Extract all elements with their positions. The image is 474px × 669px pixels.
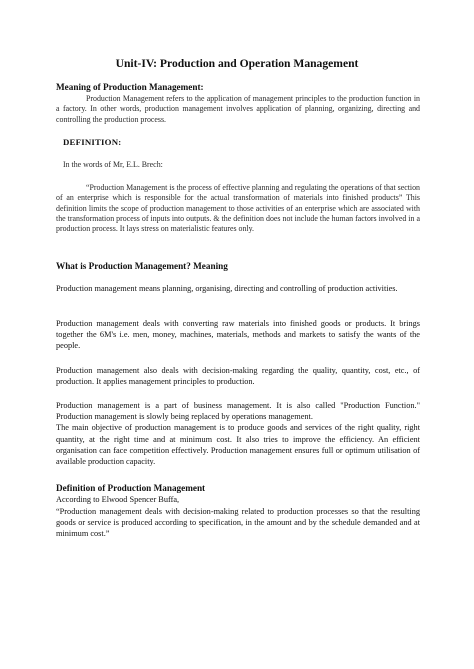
what-is-paragraph-4 (56, 400, 420, 467)
what-is-paragraph-3: Production management also deals with decision-making regarding the quality, quantity, cost, etc., of production. It applies management principles to production. (56, 366, 420, 387)
definition-2-quote: “Production management deals with decision-making related to production processes so that the resulting goods or service is produced according to specification, in the amount and by the schedule demanded and at minimum cost.” (56, 507, 420, 539)
what-is-paragraph-2: Production management deals with converting raw materials into finished goods or products. It brings together the 6M's i.e. men, money, machines, materials, methods and markets to satisfy the wants of the people. (56, 319, 420, 351)
page-title: Unit-IV: Production and Operation Management (115, 57, 359, 70)
definition-quote-paragraph (56, 183, 420, 234)
meaning-paragraph (56, 94, 420, 125)
definition-2-attribution: According to Elwood Spencer Buffa, (56, 495, 180, 504)
what-is-paragraph-4b: The main objective of production management is to produce goods and services of the right quality, right quantity, at the right time and at minimum cost. It also tries to improve the efficiency. An efficient organisation can face competition effectively. Production management ensures full or optimum utilisation of available production capacity. (56, 423, 420, 467)
what-is-paragraph-1: Production management means planning, organising, directing and controlling of production activities. (56, 284, 398, 293)
what-is-paragraph-4a: Production management is a part of business management. It is also called "Production Function." Production management is slowly being replaced by operations management. (56, 401, 420, 422)
definition-attribution: In the words of Mr, E.L. Brech: (63, 160, 163, 169)
what-is-heading: What is Production Management? Meaning (56, 261, 228, 271)
definition-2-heading: Definition of Production Management (56, 483, 206, 493)
meaning-heading: Meaning of Production Management: (56, 82, 204, 92)
definition-heading: DEFINITION: (63, 137, 122, 147)
meaning-text: Production Management refers to the application of management principles to the production function in a factory. In other words, production management involves application of planning, organizing, directing and controlling the production process. (56, 94, 420, 124)
definition-quote: “Production Management is the process of effective planning and regulating the operations of that section of an enterprise which is responsible for the actual transformation of materials into finished products” This definition limits the scope of production management to those activities of an enterprise which are associated with the transformation process of inputs into outputs. & the definition does not include the human factors involved in a production process. It lays stress on materialistic features only. (56, 183, 420, 234)
